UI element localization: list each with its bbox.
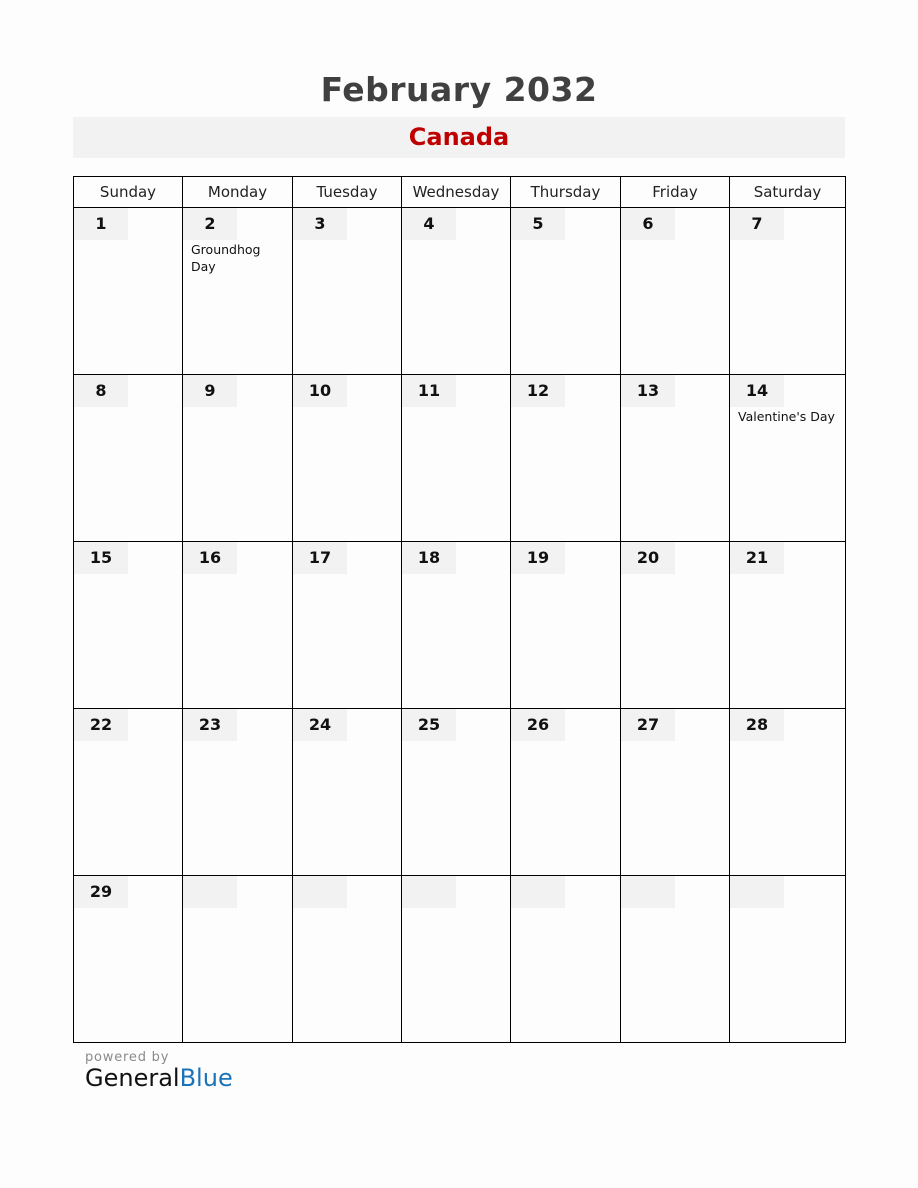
day-number: 24 [293,709,347,741]
calendar-grid [73,176,846,1043]
day-number [402,876,456,908]
day-number: 28 [730,709,784,741]
day-cell[interactable] [293,375,402,542]
day-number: 26 [511,709,565,741]
day-number: 9 [183,375,237,407]
day-number [293,876,347,908]
day-number: 14 [730,375,784,407]
day-cell[interactable] [183,542,293,709]
day-number: 7 [730,208,784,240]
day-cell[interactable] [293,876,402,1043]
page-title: February 2032 [320,70,598,109]
day-number: 4 [402,208,456,240]
brand-general: General [85,1064,180,1092]
day-cell[interactable] [402,375,511,542]
day-cell[interactable] [183,375,293,542]
week-row [74,876,846,1043]
weekday-header-wednesday: Wednesday [402,177,511,208]
day-number: 19 [511,542,565,574]
day-number: 10 [293,375,347,407]
day-cell[interactable] [730,208,846,375]
powered-by-label: powered by [85,1050,170,1065]
day-number: 25 [402,709,456,741]
day-number: 3 [293,208,347,240]
weekday-header-thursday: Thursday [511,177,621,208]
week-row [74,542,846,709]
day-cell[interactable] [74,709,183,876]
country-name: Canada [408,123,510,151]
day-cell[interactable] [402,208,511,375]
day-number: 5 [511,208,565,240]
day-cell[interactable] [74,542,183,709]
footer [85,1050,233,1092]
day-cell[interactable] [183,876,293,1043]
day-number: 11 [402,375,456,407]
weekday-header-friday: Friday [621,177,730,208]
day-number: 6 [621,208,675,240]
day-cell[interactable] [730,542,846,709]
day-number: 20 [621,542,675,574]
day-cell[interactable] [621,876,730,1043]
day-cell[interactable] [293,542,402,709]
day-cell[interactable] [730,375,846,542]
day-number: 23 [183,709,237,741]
day-cell[interactable] [402,542,511,709]
day-number: 2 [183,208,237,240]
day-number: 1 [74,208,128,240]
day-cell[interactable] [74,375,183,542]
day-cell[interactable] [621,709,730,876]
day-number [621,876,675,908]
day-number: 13 [621,375,675,407]
day-number: 27 [621,709,675,741]
day-number: 12 [511,375,565,407]
day-cell[interactable] [730,709,846,876]
day-number [730,876,784,908]
day-number: 21 [730,542,784,574]
holiday-label: Valentine's Day [738,409,835,424]
day-cell[interactable] [730,876,846,1043]
country-banner [73,117,845,158]
day-number: 17 [293,542,347,574]
week-row [74,709,846,876]
week-row [74,208,846,375]
week-row [74,375,846,542]
day-cell[interactable] [511,542,621,709]
day-cell[interactable] [183,208,293,375]
holiday-label: Groundhog Day [191,242,261,274]
weekday-header-row [74,177,846,208]
day-cell[interactable] [74,876,183,1043]
day-cell[interactable] [511,375,621,542]
day-cell[interactable] [74,208,183,375]
day-cell[interactable] [402,876,511,1043]
day-number [511,876,565,908]
day-cell[interactable] [511,208,621,375]
day-cell[interactable] [183,709,293,876]
day-number: 22 [74,709,128,741]
day-cell[interactable] [402,709,511,876]
day-number: 8 [74,375,128,407]
generalblue-logo[interactable] [85,1064,233,1092]
day-cell[interactable] [621,375,730,542]
weekday-header-sunday: Sunday [74,177,183,208]
day-cell[interactable] [293,208,402,375]
day-number [183,876,237,908]
day-cell[interactable] [621,542,730,709]
weekday-header-tuesday: Tuesday [293,177,402,208]
weekday-header-saturday: Saturday [730,177,846,208]
day-number: 15 [74,542,128,574]
day-number: 16 [183,542,237,574]
day-number: 18 [402,542,456,574]
day-cell[interactable] [511,876,621,1043]
weekday-header-monday: Monday [183,177,293,208]
brand-blue: Blue [179,1064,233,1092]
day-cell[interactable] [511,709,621,876]
day-cell[interactable] [621,208,730,375]
day-number: 29 [74,876,128,908]
day-cell[interactable] [293,709,402,876]
